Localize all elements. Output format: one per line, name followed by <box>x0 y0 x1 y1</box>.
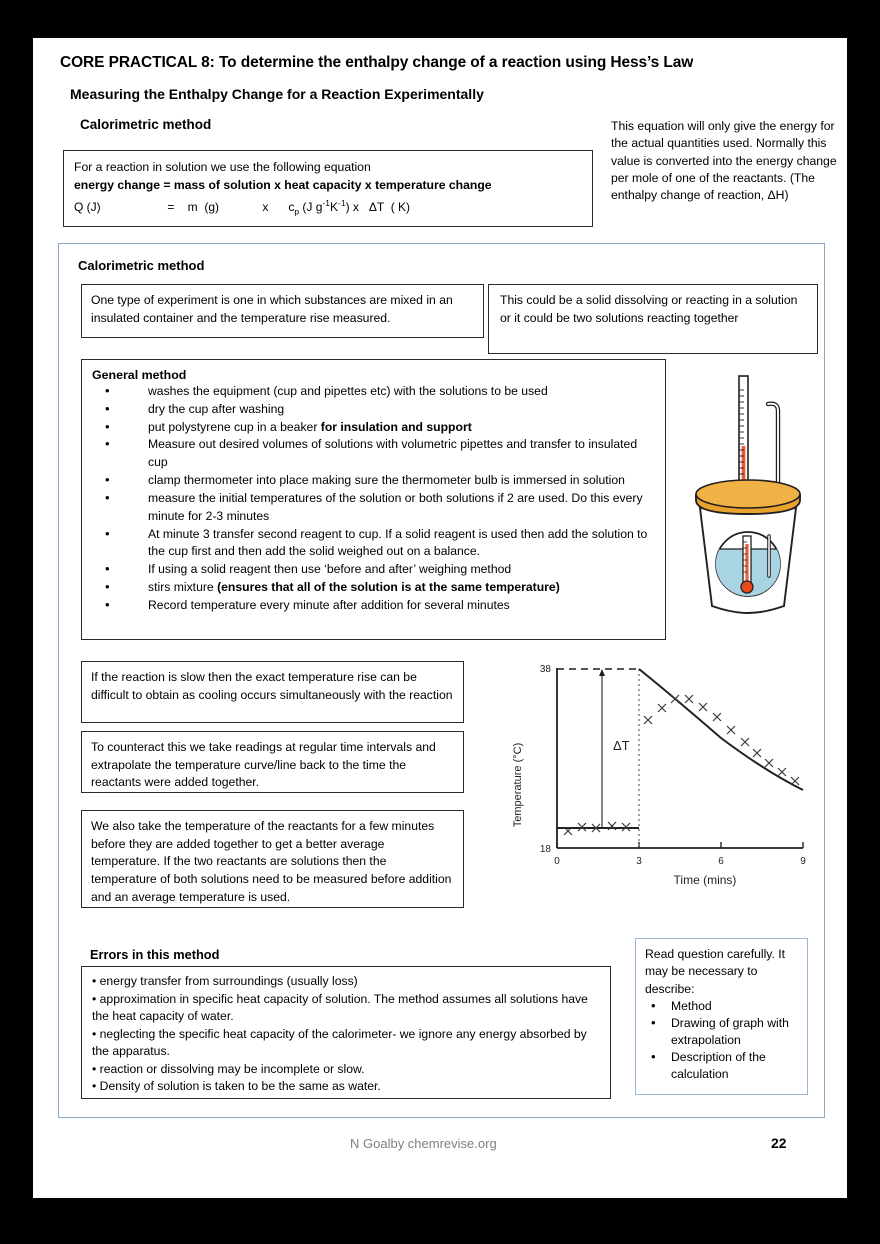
box-experiment-description <box>81 284 484 338</box>
chart-deltaT-arrowhead <box>599 669 605 676</box>
error-item: • reaction or dissolving may be incomplete or slow. <box>92 1061 365 1076</box>
equation-sub-p: p <box>294 206 300 217</box>
chart-ylabel: Temperature (°C) <box>512 742 524 828</box>
calorimetric-method-heading: Calorimetric method <box>78 258 205 273</box>
box-could-be-text: This could be a solid dissolving or reacting in a solution or it could be two solutions reacting together <box>500 293 798 325</box>
chart-data-points-cooling <box>644 695 799 785</box>
box-read-question-carefully <box>635 938 808 1095</box>
footer-author: N Goalby chemrevise.org <box>350 1136 497 1151</box>
equation-symbol-form <box>74 196 582 219</box>
chart-ytick-min: 18 <box>539 844 551 855</box>
footer-page-number: 22 <box>771 1135 787 1151</box>
equation-box <box>63 150 593 227</box>
calorimeter-svg <box>678 368 818 618</box>
box-could-be-description <box>488 284 818 354</box>
equation-kelvin: K <box>330 199 339 214</box>
chart-xtick-6: 6 <box>718 856 724 867</box>
box-counteract-text: To counteract this we take readings at regular time intervals and extrapolate the temperature curve/line back to the time the reactants were added together. <box>91 740 436 790</box>
section-title-calorimetric: Calorimetric method <box>80 117 212 132</box>
side-note-equation-limitation: This equation will only give the energy for the actual quantities used. Normally this value is converted into the energy change per mole of one of the reactants. (The enthalpy change of reaction, ΔH) <box>611 119 837 203</box>
list-item <box>92 472 655 490</box>
list-item-bold: (ensures that all of the solution is at the same temperature) <box>217 579 560 594</box>
error-item: • Density of solution is taken to be the same as water. <box>92 1079 381 1094</box>
box-general-method <box>81 359 666 640</box>
error-item: • neglecting the specific heat capacity of the calorimeter- we ignore any energy absorbed by the apparatus. <box>92 1026 587 1059</box>
list-item <box>92 490 655 526</box>
box-slow-reaction <box>81 661 464 723</box>
cup-lid-top <box>696 480 800 508</box>
list-item: • Drawing of graph with extrapolation <box>645 1015 798 1049</box>
box-counteract <box>81 731 464 793</box>
list-item <box>92 436 655 472</box>
list-item-text: put polystyrene cup in a beaker <box>148 419 321 434</box>
list-item <box>92 579 655 597</box>
equation-sup-g: -1 <box>322 197 330 208</box>
box-errors <box>81 966 611 1099</box>
chart-x-ticks <box>557 842 803 848</box>
list-item-text: If using a solid reagent then use ‘before and after’ weighing method <box>148 562 512 577</box>
read-question-intro: Read question carefully. It may be necessary to describe: <box>645 947 786 996</box>
error-item: • approximation in specific heat capacity of solution. The method assumes all solutions have the heat capacity of water. <box>92 991 588 1024</box>
list-item <box>92 561 655 579</box>
list-item <box>92 597 655 615</box>
list-item <box>92 419 655 437</box>
general-method-title: General method <box>92 368 187 382</box>
chart-xtick-9: 9 <box>800 856 806 867</box>
chart-xtick-0: 0 <box>554 856 560 867</box>
calorimeter-diagram <box>678 368 818 618</box>
list-item-bold: for insulation and support <box>320 419 472 434</box>
list-item <box>92 383 655 401</box>
list-item-text: stirs mixture <box>148 579 218 594</box>
equation-intro-text: For a reaction in solution we use the following equation <box>74 160 371 174</box>
temperature-time-chart <box>505 650 815 900</box>
chart-deltaT-label: ΔT <box>613 738 630 753</box>
thermometer-bulb-icon <box>741 581 753 593</box>
general-method-list <box>92 383 655 615</box>
page-subtitle: Measuring the Enthalpy Change for a Reaction Experimentally <box>70 86 484 102</box>
list-item: • Method <box>645 998 798 1015</box>
chart-xtick-3: 3 <box>636 856 642 867</box>
document-page <box>33 38 847 1198</box>
list-item-text: measure the initial temperatures of the solution or both solutions if 2 are used. Do this every minute for 2-3 minutes <box>148 490 643 523</box>
thermometer-inner-mercury <box>745 544 748 584</box>
temperature-time-svg <box>505 650 815 900</box>
box-average-temperature-text: We also take the temperature of the reactants for a few minutes before they are added together to get a better average temperature. If the two reactants are solutions then the temperature of both solutions need to be measured before addition and an average temperature is used. <box>91 819 452 904</box>
list-item-text: washes the equipment (cup and pipettes etc) with the solutions to be used <box>148 384 548 398</box>
list-item: • Description of the calculation <box>645 1049 798 1083</box>
box-slow-reaction-text: If the reaction is slow then the exact temperature rise can be difficult to obtain as cooling occurs simultaneously with the reaction <box>91 670 453 702</box>
list-item-text: At minute 3 transfer second reagent to cup. If a solid reagent is used then add the solution to the cup first and then add the solid weighed out on a balance. <box>148 526 648 559</box>
list-item-text: dry the cup after washing <box>148 401 285 416</box>
list-item-text: clamp thermometer into place making sure the thermometer bulb is immersed in solution <box>148 473 625 488</box>
equation-word-form: energy change = mass of solution x heat capacity x temperature change <box>74 178 492 193</box>
box-average-temperature <box>81 810 464 908</box>
chart-xlabel: Time (mins) <box>673 873 737 887</box>
error-item: • energy transfer from surroundings (usually loss) <box>92 974 358 988</box>
errors-heading: Errors in this method <box>90 947 220 962</box>
chart-extrapolated-curve <box>639 669 803 790</box>
equation-tail: ) x ΔT ( K) <box>345 199 411 214</box>
chart-ytick-max: 38 <box>539 664 551 675</box>
equation-units-open: (J g <box>299 199 323 214</box>
equation-sup-k: -1 <box>338 197 346 208</box>
list-item <box>92 401 655 419</box>
list-item-text: Record temperature every minute after addition for several minutes <box>148 597 510 612</box>
page-title: CORE PRACTICAL 8: To determine the enthalpy change of a reaction using Hess’s Law <box>60 54 694 71</box>
equation-symbols-head: Q (J) = m (g) x c <box>74 199 295 214</box>
list-item-text: Measure out desired volumes of solutions with volumetric pipettes and transfer to insulated cup <box>148 437 638 470</box>
box-experiment-text: One type of experiment is one in which substances are mixed in an insulated container and the temperature rise measured. <box>91 293 453 325</box>
read-question-list <box>645 998 798 1083</box>
list-item <box>92 526 655 562</box>
